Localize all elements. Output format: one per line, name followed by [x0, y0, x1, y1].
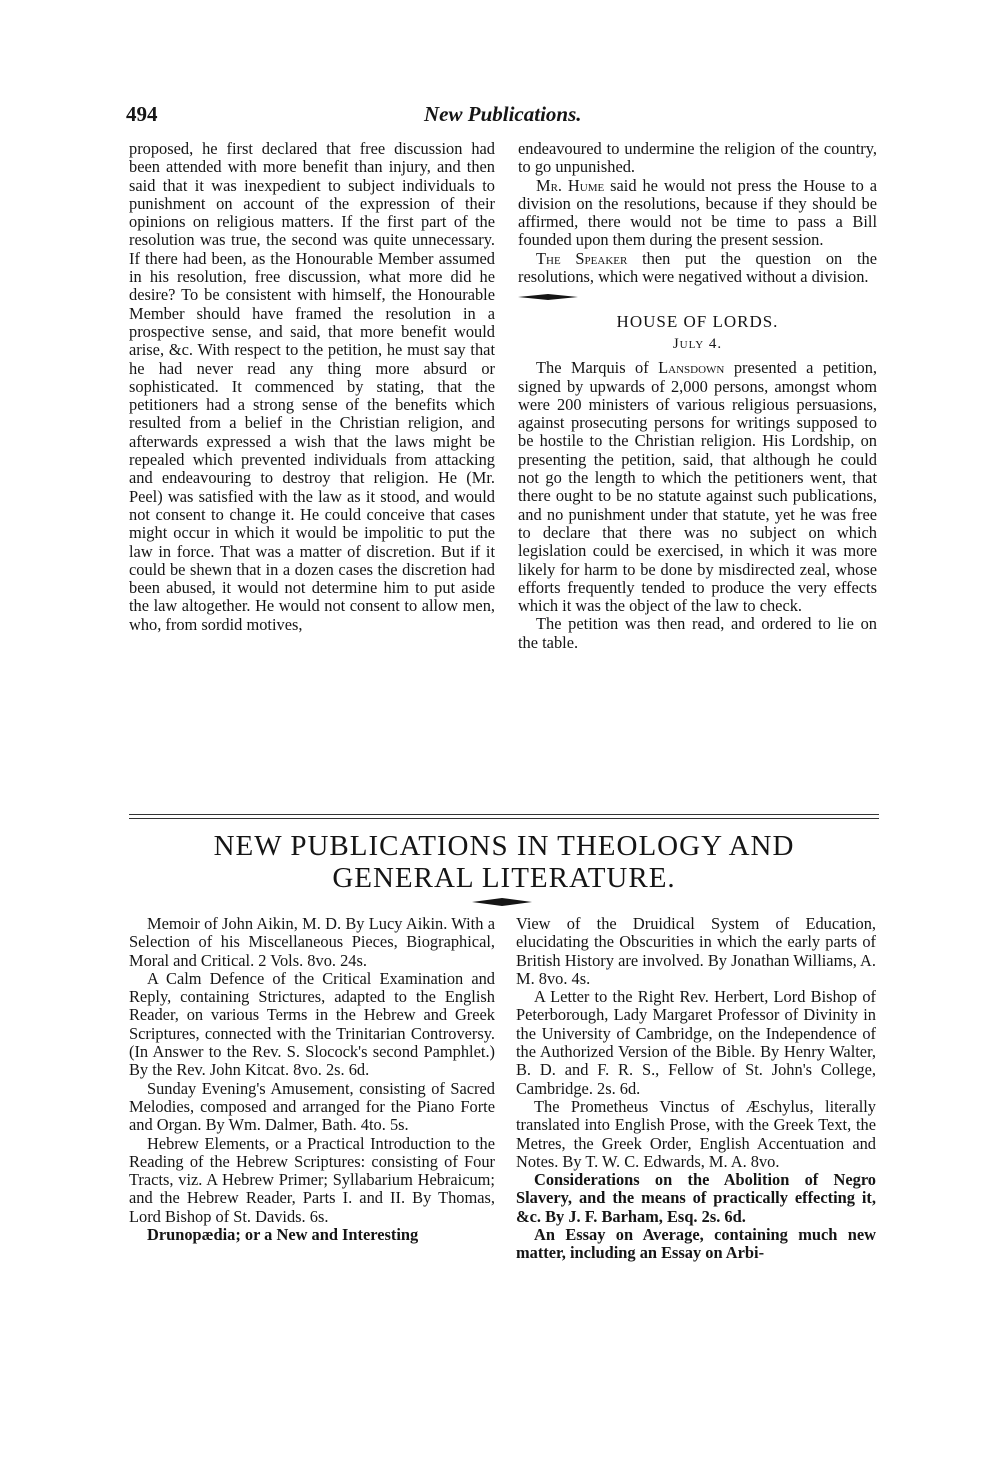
publication-entry: A Calm Defence of the Critical Examination and Reply, containing Strictures, adapted to the English Reader, on various Terms in the Hebrew and Greek Scriptures, connected with the Trinitarian Controversy. (In Answer to the Rev. S. Slocock's second Pamphlet.) By the Rev. John Kitcat. 8vo. 2s. 6d. — [129, 968, 495, 1080]
section-title-line-2: GENERAL LITERATURE. — [332, 862, 676, 894]
publication-entry: View of the Druidical System of Education, elucidating the Obscurities in which the early parts of British History are involved. By Jonathan Williams, A. M. 8vo. 4s. — [516, 914, 876, 988]
column-left-top — [129, 140, 495, 634]
section-title — [129, 830, 879, 894]
lords-paragraph-petition: The Marquis of Lansdown presented a petition, signed by upwards of 2,000 persons, amongst whom were 200 ministers of various religious persuasions, against prosecuting persons for writings supposed to be hostile to the Christian religion. His Lordship, on presenting the petition, said, that although he could not go the length to which the petitioners went, that there ought to be no statute against such publications, and no punishment under that statute, yet he was free to declare that there was no subject on which legislation could be exercised, in which it was more likely for harm to be done by misdirected zeal, whose efforts frequently tended to produce the very effects which it was the object of the law to check. — [518, 358, 877, 616]
session-date: July 4. — [672, 335, 723, 352]
speaker-name-speaker: The Speaker — [536, 248, 628, 268]
debate-paragraph-hume: Mr. Hume said he would not press the House to a division on the resolutions, because if they should be affirmed, there would not be time to pass a Bill founded upon them during the present session. — [518, 175, 877, 250]
page-number: 494 — [126, 102, 158, 126]
column-left-bottom — [129, 915, 495, 1244]
house-of-lords-heading: HOUSE OF LORDS. — [616, 311, 779, 331]
publication-entry: An Essay on Average, containing much new matter, including an Essay on Arbi- — [516, 1225, 876, 1263]
ornament-divider-icon — [518, 294, 578, 300]
column-right-bottom — [516, 915, 876, 1263]
speaker-name-hume: Mr. Hume — [536, 175, 605, 195]
section-rule-top — [129, 814, 879, 815]
debate-text-continued: proposed, he first declared that free discussion had been attended with more benefit than injury, and then said that it was inexpedient to subject individuals to punishment on account of the expression of their opinions on religious matters. If the first part of the resolution was true, the second was quite unnecessary. If there had been, as the Honourable Member assumed in his resolution, free discussion, what more did he desire? To be consistent with himself, the Honourable Member should have framed the resolution in a prospective sense, and said, that more benefit would arise, &c. With respect to the petition, he must say that he had never read any thing more absurd or sophisticated. It commenced by stating, that the petitioners had a strong sense of the benefits which resulted from a belief in the Christian religion, and afterwards expressed a wish that the laws might be repealed which prevented individuals from attacking and endeavouring to destroy that religion. He (Mr. Peel) was satisfied with the law as it stood, and would not consent to change it. He could conceive that cases might occur in which it would be impolitic to put the law in force. That was a matter of discretion. But if it could be shewn that in a dozen cases the discretion had been abused, it would not determine him to put aside the law altogether. He would not consent to allow men, who, from sordid motives, — [129, 139, 495, 634]
running-header — [124, 102, 884, 130]
debate-paragraph-speaker: The Speaker then put the question on the resolutions, which were negatived without a division. — [518, 248, 877, 287]
publication-entry: Drunopædia; or a New and Interesting — [147, 1225, 419, 1245]
column-right-top — [518, 140, 877, 652]
lords-paragraph-conclusion: The petition was then read, and ordered to lie on the table. — [518, 614, 877, 652]
section-rule-bottom — [129, 818, 879, 819]
debate-paragraph-1: endeavoured to undermine the religion of the country, to go unpunished. — [518, 139, 877, 177]
publication-entry: A Letter to the Right Rev. Herbert, Lord Bishop of Peterborough, Lady Margaret Professor of Divinity in the University of Cambridge, on the Independence of the Authorized Version of the Bible. By Henry Walter, B. D. and F. R. S., Fellow of St. John's College, Cambridge. 2s. 6d. — [516, 987, 876, 1098]
running-title: New Publications. — [424, 102, 582, 126]
publication-entry: The Prometheus Vinctus of Æschylus, literally translated into English Prose, with the Greek Text, the Metres, the Greek Order, English Accentuation and Notes. By T. W. C. Edwards, M. A. 8vo. — [516, 1096, 876, 1171]
section-title-line-1: NEW PUBLICATIONS IN THEOLOGY AND — [213, 830, 795, 862]
publication-entry: Memoir of John Aikin, M. D. By Lucy Aikin. With a Selection of his Miscellaneous Pieces, Biographical, Moral and Critical. 2 Vols. 8vo. 24s. — [129, 914, 495, 970]
publication-entry: Hebrew Elements, or a Practical Introduction to the Reading of the Hebrew Scriptures: consisting of Four Tracts, viz. A Hebrew Primer; Syllabarium Hebraicum; and the Hebrew Reader, Parts I. and II. By Thomas, Lord Bishop of St. Davids. 6s. — [129, 1133, 495, 1226]
publication-entry: Sunday Evening's Amusement, consisting of Sacred Melodies, composed and arranged for the Piano Forte and Organ. By Wm. Dalmer, Bath. 4to. 5s. — [129, 1078, 495, 1135]
ornament-divider-icon — [472, 898, 532, 906]
peer-name-lansdown: Lansdown — [658, 358, 725, 378]
publication-entry: Considerations on the Abolition of Negro Slavery, and the means of practically effecting it, &c. By J. F. Barham, Esq. 2s. 6d. — [516, 1170, 876, 1226]
